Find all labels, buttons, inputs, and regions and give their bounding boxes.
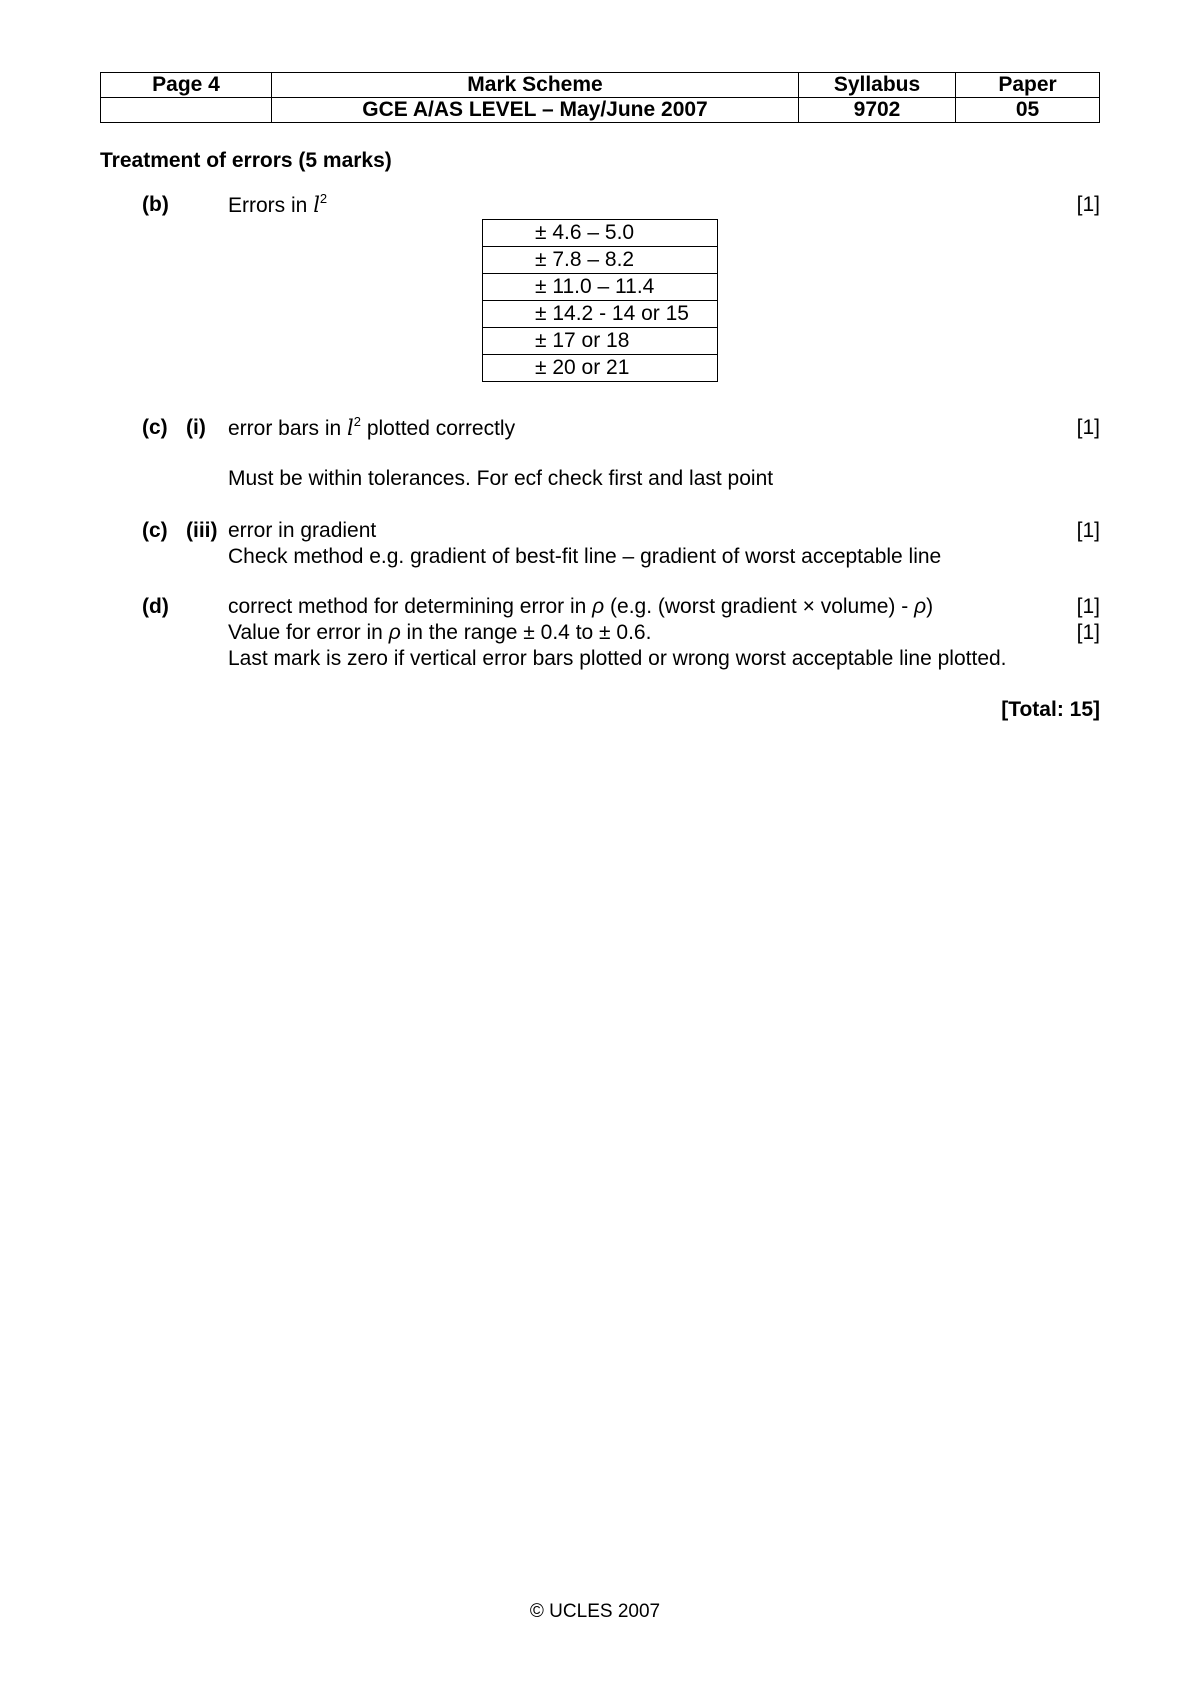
part-d-mark-2: [1] bbox=[1076, 621, 1100, 644]
error-value-cell: ± 14.2 - 14 or 15 bbox=[483, 301, 718, 328]
error-value-cell: ± 20 or 21 bbox=[483, 355, 718, 382]
header-row-1 bbox=[101, 73, 1100, 98]
math-variable-l: l bbox=[347, 416, 354, 440]
rho-symbol: ρ bbox=[388, 621, 401, 644]
error-value-cell: ± 7.8 – 8.2 bbox=[483, 247, 718, 274]
header-table bbox=[100, 72, 1100, 123]
rho-symbol: ρ bbox=[914, 595, 927, 618]
part-b-text bbox=[228, 192, 327, 219]
part-c-i-mark: [1] bbox=[1076, 416, 1100, 439]
header-syllabus-label: Syllabus bbox=[799, 73, 956, 98]
part-d-line1-b: (e.g. (worst gradient × volume) - bbox=[604, 595, 915, 618]
part-c-iii-label: (iii) bbox=[186, 519, 218, 542]
header-page: Page 4 bbox=[101, 73, 272, 98]
part-d-line3: Last mark is zero if vertical error bars plotted or wrong worst acceptable line plotted. bbox=[228, 647, 1007, 670]
part-c-i-suffix: plotted correctly bbox=[361, 417, 516, 440]
part-d-mark-1: [1] bbox=[1076, 595, 1100, 618]
part-d-line1 bbox=[228, 594, 933, 620]
error-value-cell: ± 11.0 – 11.4 bbox=[483, 274, 718, 301]
header-paper-number: 05 bbox=[956, 98, 1100, 123]
part-b-mark: [1] bbox=[1076, 193, 1100, 216]
error-value-cell: ± 4.6 – 5.0 bbox=[483, 220, 718, 247]
math-exponent: 2 bbox=[319, 191, 328, 206]
section-title: Treatment of errors (5 marks) bbox=[100, 149, 392, 172]
error-value-cell: ± 17 or 18 bbox=[483, 328, 718, 355]
header-row-2 bbox=[101, 98, 1100, 123]
part-b-text-prefix: Errors in bbox=[228, 194, 314, 217]
part-c-i-prefix: error bars in bbox=[228, 417, 348, 440]
part-c-iii-line1: error in gradient bbox=[228, 519, 377, 542]
math-variable-l: l bbox=[313, 193, 320, 217]
part-c-iii-line2: Check method e.g. gradient of best-fit line – gradient of worst acceptable line bbox=[228, 545, 942, 568]
error-values-table bbox=[482, 219, 718, 382]
part-d-label: (d) bbox=[142, 595, 169, 618]
header-paper-label: Paper bbox=[956, 73, 1100, 98]
part-d-line2-a: Value for error in bbox=[228, 621, 389, 644]
part-d-line2-b: in the range ± 0.4 to ± 0.6. bbox=[400, 621, 652, 644]
part-d-line1-a: correct method for determining error in bbox=[228, 595, 593, 618]
header-doc-type: Mark Scheme bbox=[272, 73, 799, 98]
header-exam: GCE A/AS LEVEL – May/June 2007 bbox=[272, 98, 799, 123]
part-b-label: (b) bbox=[142, 193, 169, 216]
part-c-i-label: (i) bbox=[186, 416, 206, 439]
header-syllabus-code: 9702 bbox=[799, 98, 956, 123]
part-d-line2 bbox=[228, 620, 651, 646]
math-exponent: 2 bbox=[353, 414, 361, 429]
rho-symbol: ρ bbox=[592, 595, 605, 618]
total-marks: [Total: 15] bbox=[1001, 698, 1100, 721]
part-c-iii-mark: [1] bbox=[1076, 519, 1100, 542]
copyright-footer: © UCLES 2007 bbox=[529, 1601, 661, 1622]
header-empty-cell bbox=[101, 98, 272, 123]
part-c-label: (c) bbox=[142, 519, 168, 542]
part-c-label: (c) bbox=[142, 416, 168, 439]
part-c-i-note: Must be within tolerances. For ecf check first and last point bbox=[228, 467, 774, 490]
part-c-i-text bbox=[228, 415, 515, 442]
part-d-line1-c: ) bbox=[926, 595, 934, 618]
